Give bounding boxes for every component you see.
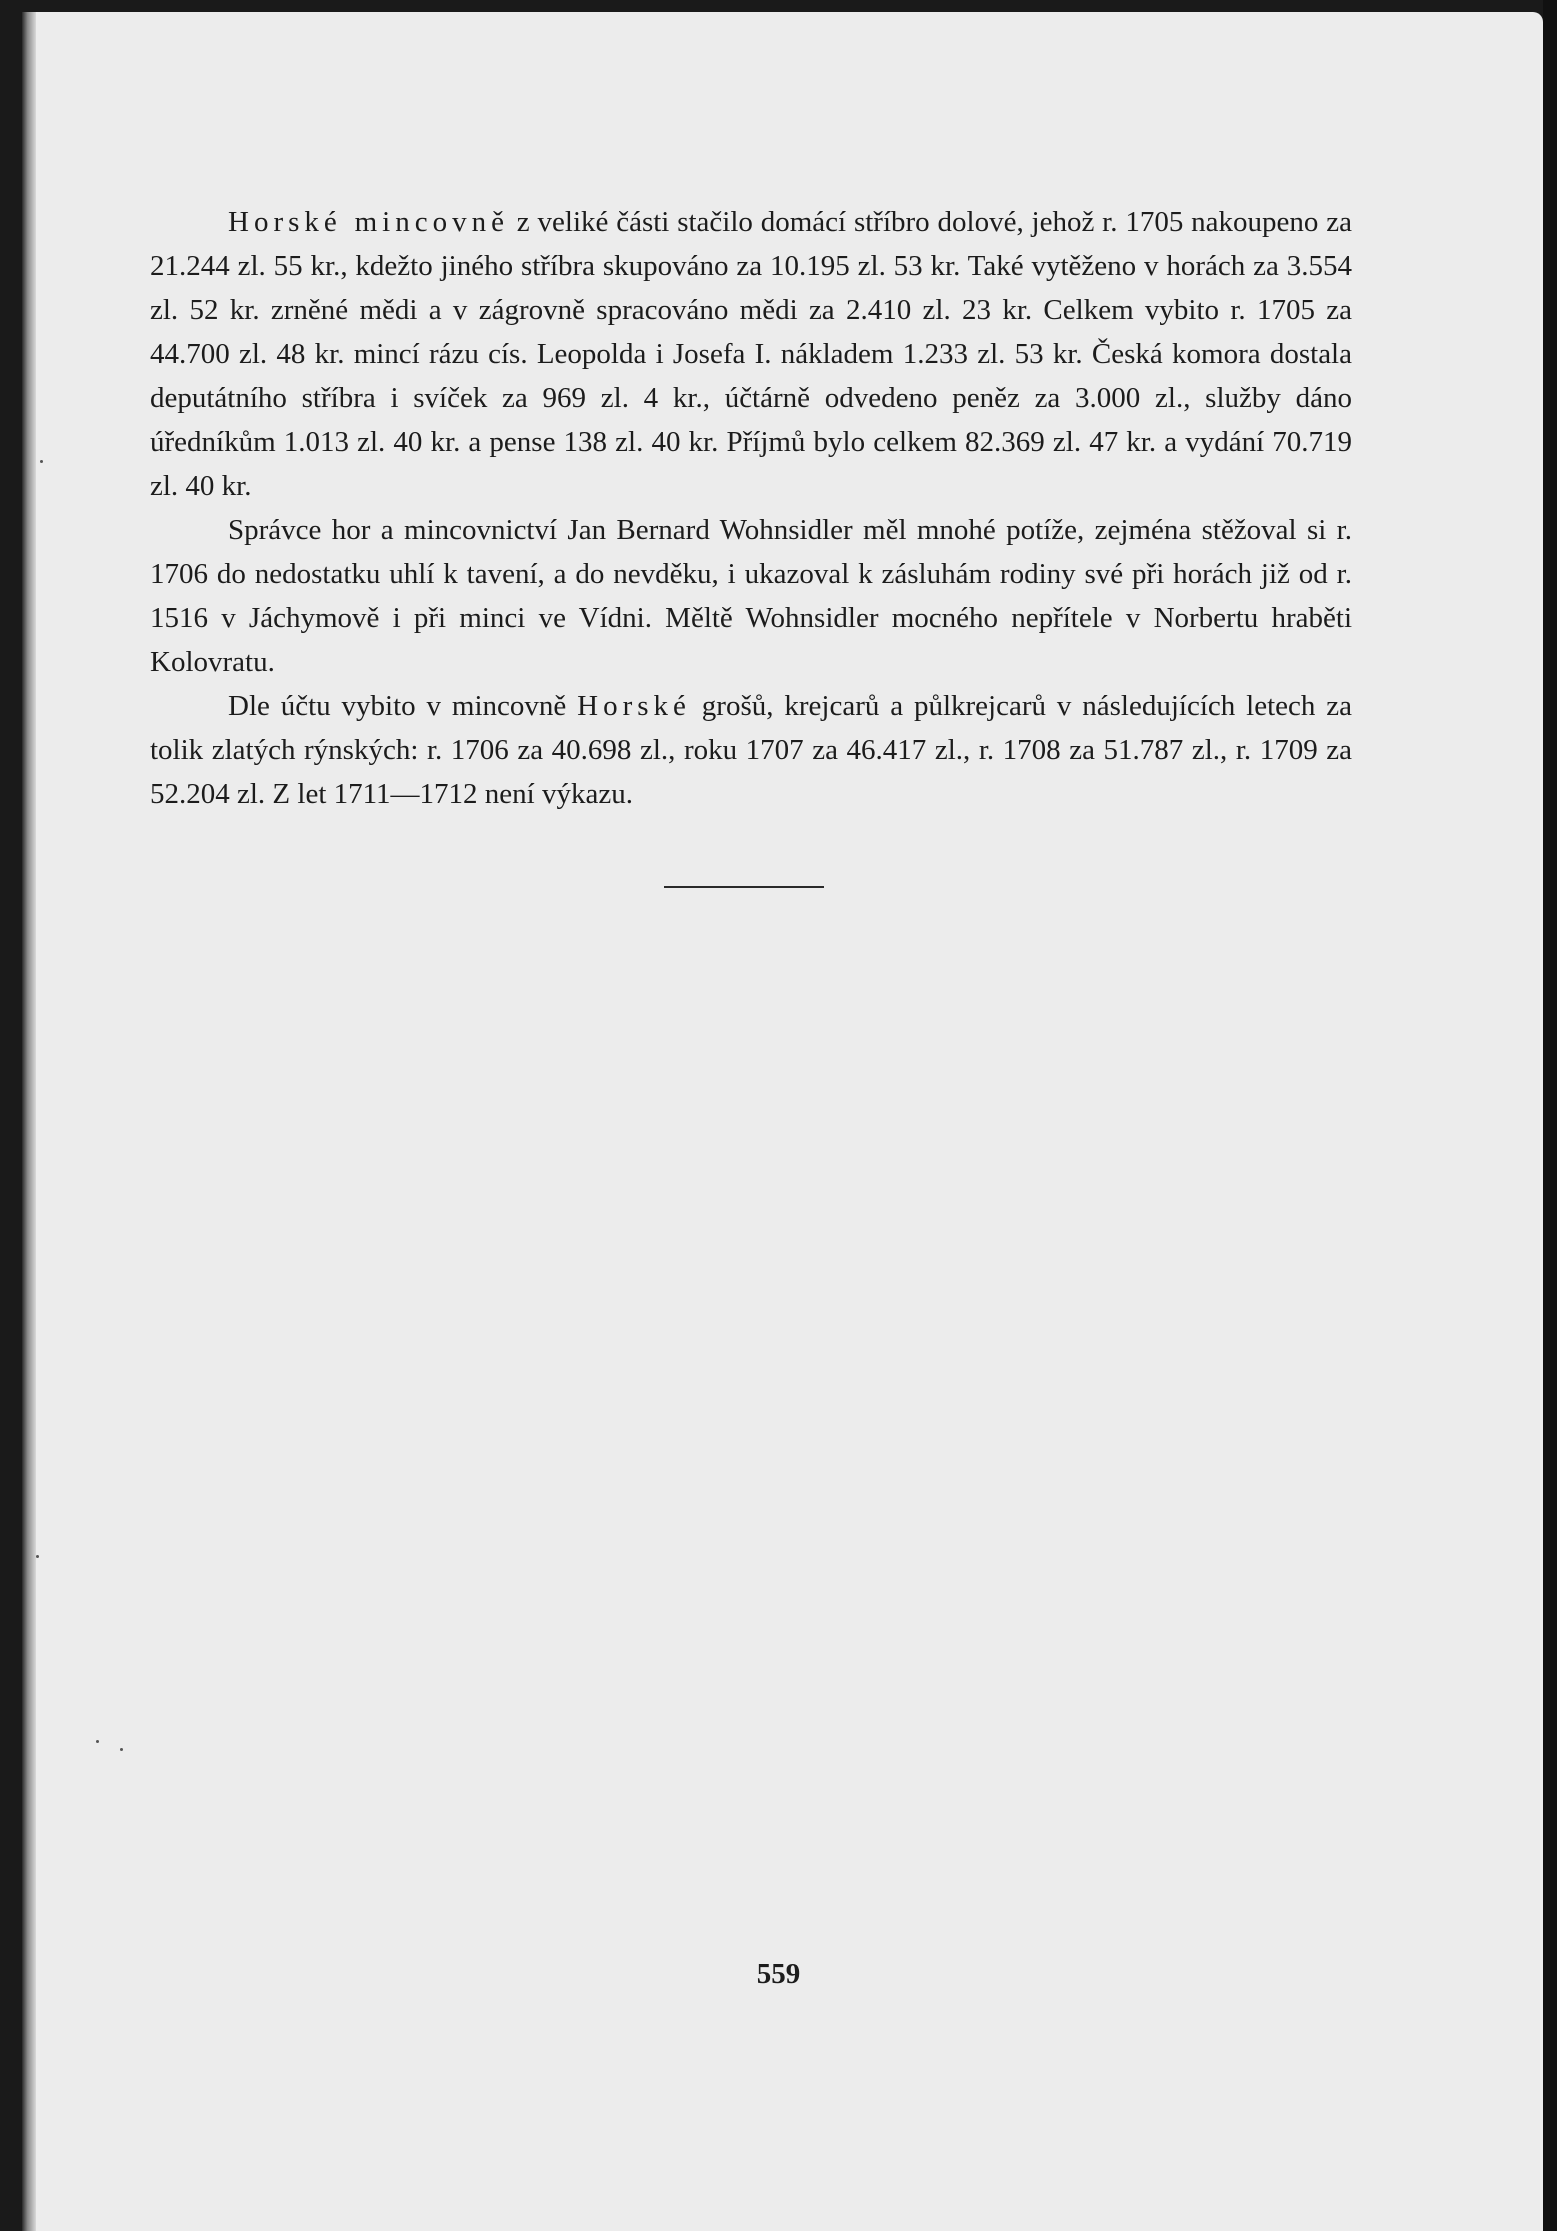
paragraph-2: Správce hor a mincovnictví Jan Bernard Wohnsidler měl mnohé potíže, zejména stěžoval si r. 1706 do nedostatku uhlí k tavení, a do nevděku, i ukazoval k zásluhám rodiny své při horách již od r. 1516 v Jáchymově i při minci ve Vídni. Měltě Wohnsidler mocného nepřítele v Norbertu hraběti Kolovratu.: [150, 514, 1352, 678]
paper-speck: [40, 460, 43, 463]
paragraph-3: [150, 684, 1352, 816]
paper-speck: [96, 1740, 99, 1743]
paragraph-1-spaced-lead: Horské mincovně: [228, 206, 509, 238]
paper-speck: [120, 1748, 123, 1751]
paragraph-3-text-after: grošů, krejcarů a půlkrejcarů v následujících letech za tolik zlatých rýnských: r. 1706 za 40.698 zl., roku 1707 za 46.417 zl., r. 1708 za 51.787 zl., r. 1709 za 52.204 zl. Z let 1711—1712 není výkazu.: [150, 690, 1352, 810]
paragraph-1: [150, 200, 1352, 508]
section-divider-rule: [664, 886, 824, 888]
paper-speck: [36, 1555, 39, 1558]
page-edge-shadow: [1543, 0, 1557, 2231]
paragraph-3-spaced-mid: Horské: [577, 690, 691, 722]
body-text: [150, 200, 1352, 816]
paragraph-1-text: z veliké části stačilo domácí stříbro dolové, jehož r. 1705 nakoupeno za 21.244 zl. 55 kr., kdežto jiného stříbra skupováno za 10.195 zl. 53 kr. Také vytěženo v horách za 3.554 zl. 52 kr. zrněné mědi a v zágrovně spracováno mědi za 2.410 zl. 23 kr. Celkem vybito r. 1705 za 44.700 zl. 48 kr. mincí rázu cís. Leopolda i Josefa I. nákladem 1.233 zl. 53 kr. Česká komora dostala deputátního stříbra i svíček za 969 zl. 4 kr., účtárně odvedeno peněz za 3.000 zl., služby dáno úředníkům 1.013 zl. 40 kr. a pense 138 zl. 40 kr. Příjmů bylo celkem 82.369 zl. 47 kr. a vydání 70.719 zl. 40 kr.: [150, 206, 1352, 502]
paragraph-3-text-before: Dle účtu vybito v mincovně: [228, 690, 578, 722]
book-spine-shadow: [22, 12, 36, 2231]
page-number: 559: [756, 1958, 801, 1990]
